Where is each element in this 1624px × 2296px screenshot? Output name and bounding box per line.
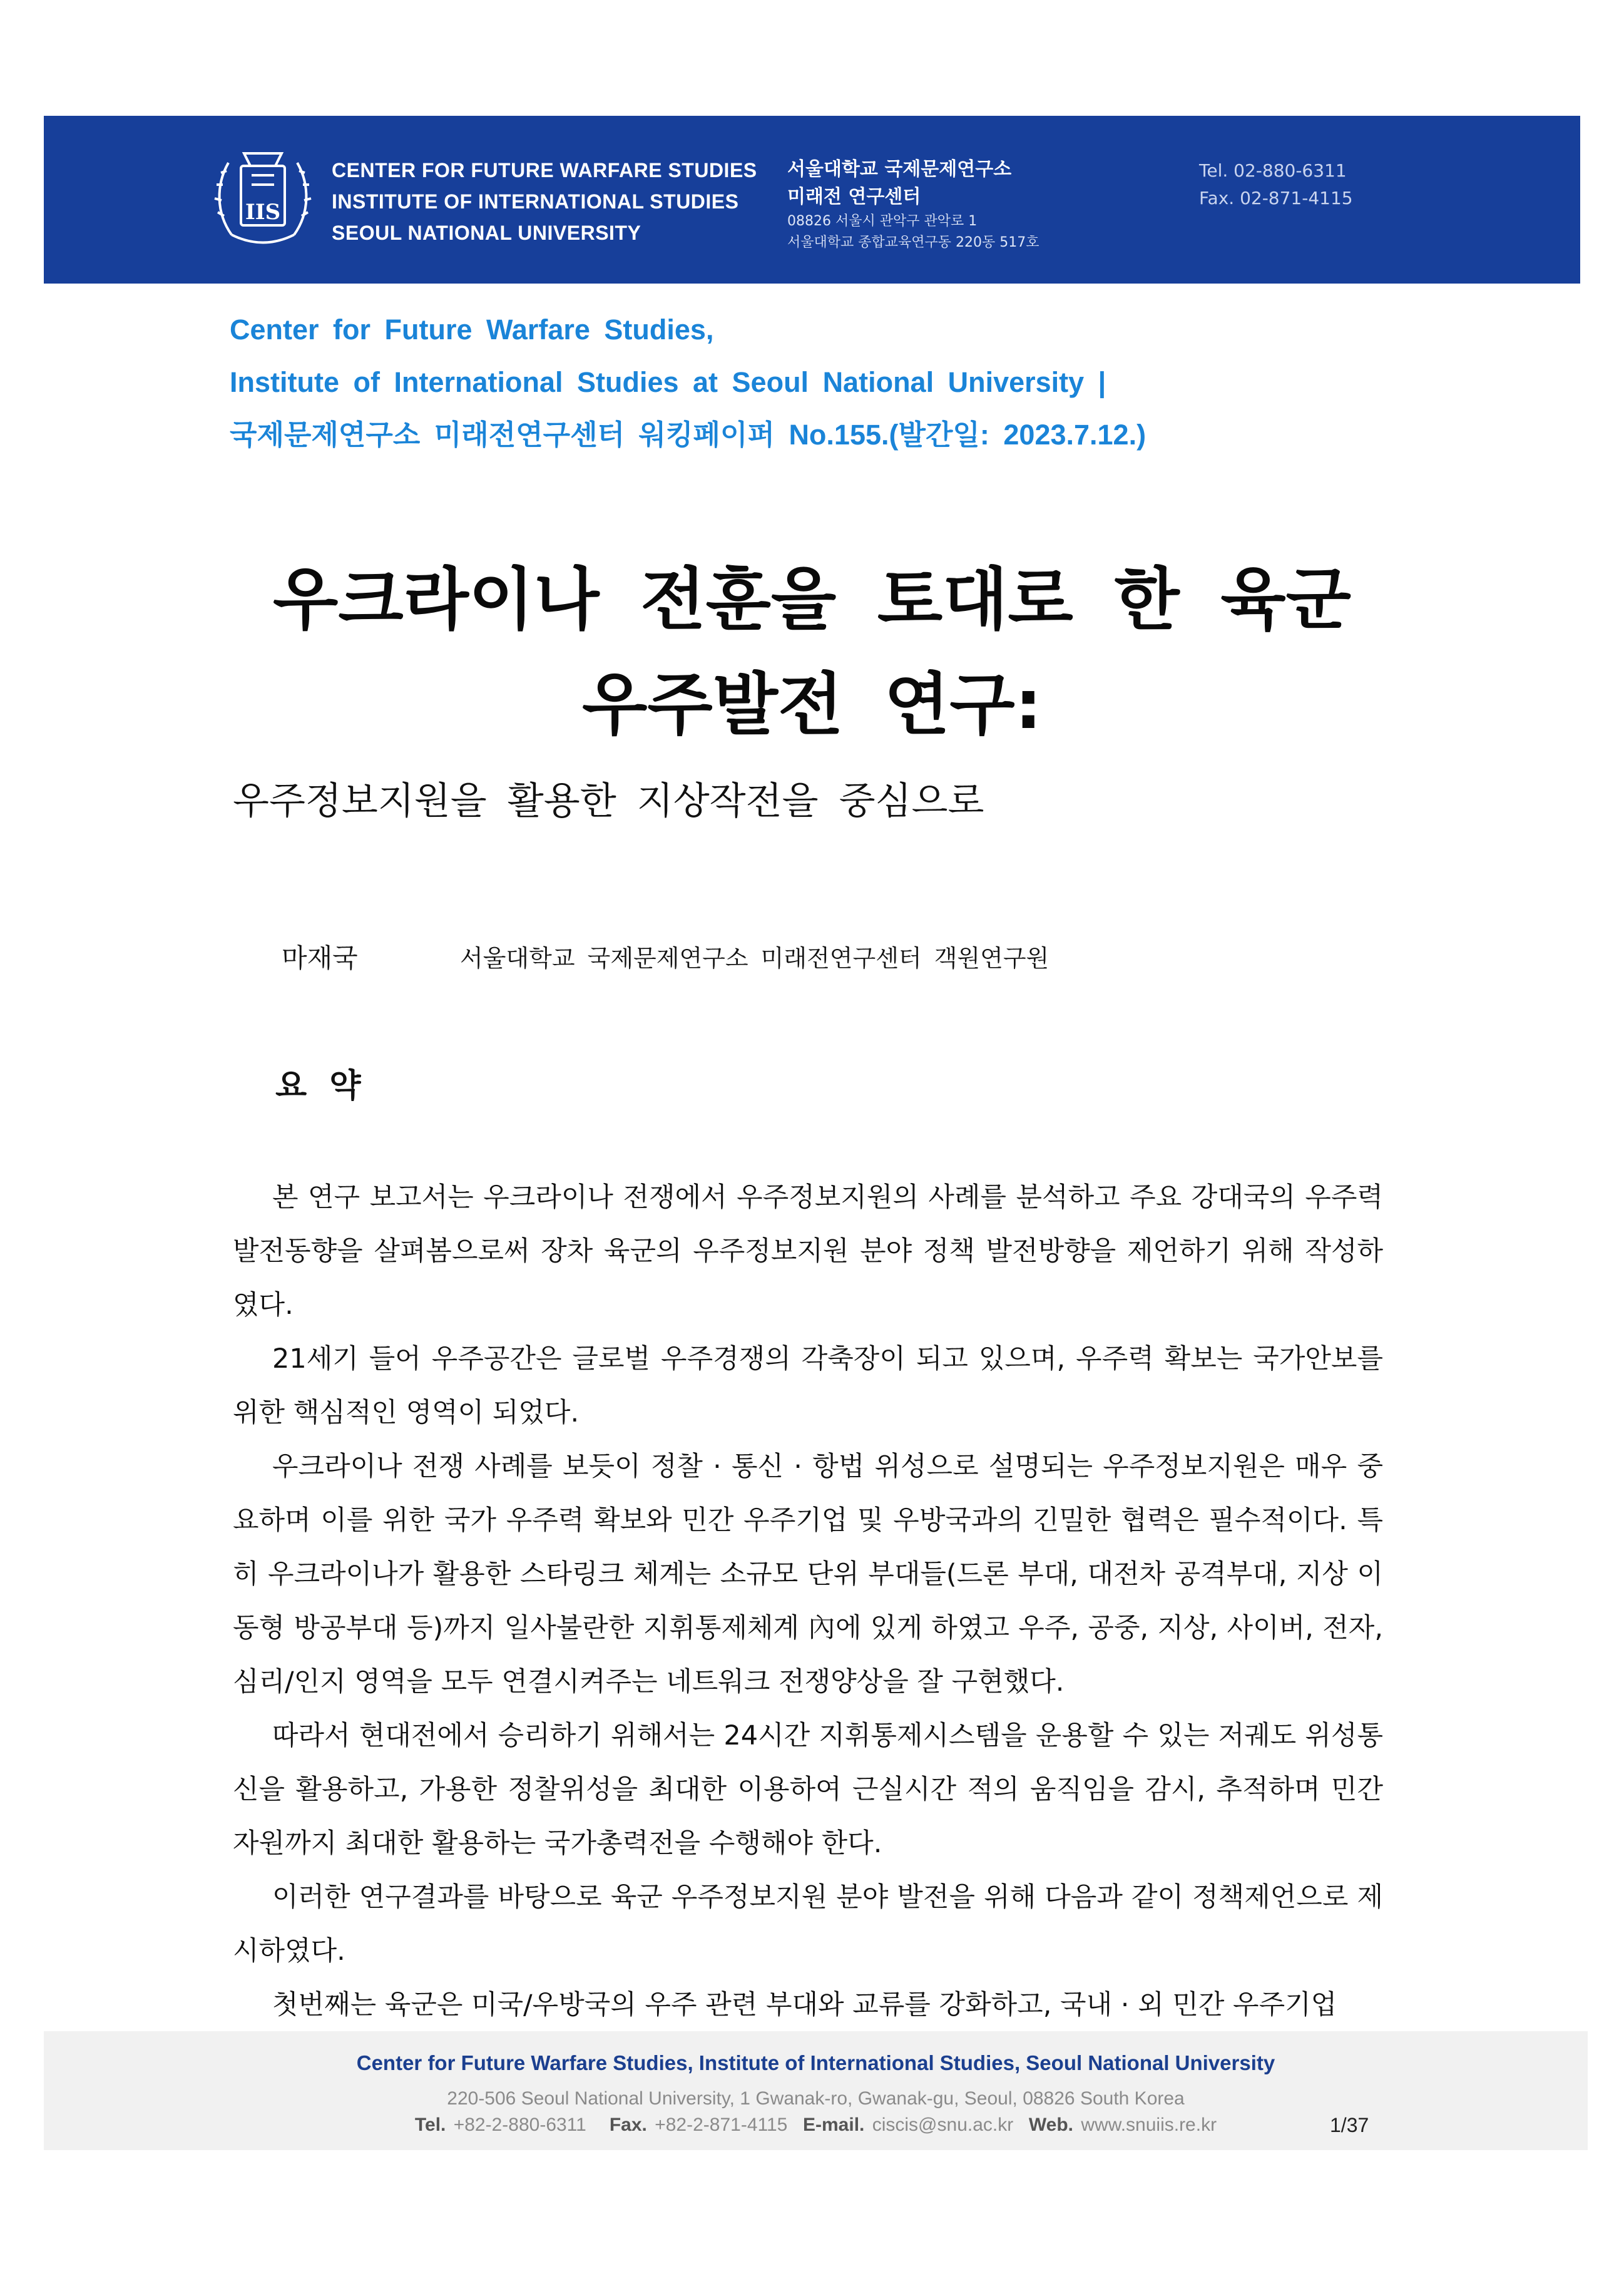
header-kr-address-2: 서울대학교 종합교육연구동 220동 517호 [787, 235, 1039, 250]
footer-tel-label: Tel. [414, 2114, 446, 2135]
header-kr-address-1: 08826 서울시 관악구 관악로 1 [787, 213, 978, 229]
page-number: 1/37 [1330, 2114, 1369, 2136]
header-contact [1199, 157, 1449, 212]
abstract-heading: 요 약 [275, 1067, 361, 1105]
paper-title [125, 548, 1499, 758]
publication-source [230, 304, 1419, 461]
university-emblem-icon [213, 141, 313, 254]
header-korean-block [787, 156, 1163, 254]
header-fax: Fax. 02-871-4115 [1199, 188, 1353, 208]
header-kr-org-1: 서울대학교 국제문제연구소 [787, 158, 1012, 180]
source-line-3: 국제문제연구소 미래전연구센터 워킹페이퍼 No.155.(발간일: 2023.7.12.) [230, 419, 1147, 451]
footer-web-link[interactable]: www.snuiis.re.kr [1081, 2114, 1217, 2135]
abstract-paragraph: 첫번째는 육군은 미국/우방국의 우주 관련 부대와 교류를 강화하고, 국내 · 외 민간 우주기업 [272, 1989, 1337, 2021]
page-footer [44, 2031, 1588, 2150]
author-name: 마재국 [282, 943, 358, 973]
abstract-paragraph: 이러한 연구결과를 바탕으로 육군 우주정보지원 분야 발전을 위해 다음과 같이 정책제언으로 제시하였다. [233, 1882, 1383, 1967]
footer-fax-label: Fax. [609, 2114, 647, 2135]
footer-email-label: E-mail. [803, 2114, 865, 2135]
header-english-name [332, 155, 807, 249]
abstract-body [233, 1171, 1383, 2032]
source-line-2: Institute of International Studies at Seoul National University | [230, 366, 1106, 398]
title-line-1: 우크라이나 전훈을 토대로 한 육군 [273, 561, 1351, 639]
header-kr-org-2: 미래전 연구센터 [787, 186, 921, 208]
footer-organization: Center for Future Warfare Studies, Institute of International Studies, Seoul National University [356, 2051, 1275, 2074]
footer-web-label: Web. [1028, 2114, 1074, 2135]
svg-text:IIS: IIS [245, 200, 281, 225]
abstract-paragraph: 우크라이나 전쟁 사례를 보듯이 정찰 · 통신 · 항법 위성으로 설명되는 우주정보지원은 매우 중요하며 이를 위한 국가 우주력 확보와 민간 우주기업 및 우방국과의 긴밀한 협력은 필수적이다. 특히 우크라이나가 활용한 스타링크 체계는 소규모 단위 부대들(드론 부대, 대전차 공격부대, 지상 이동형 방공부대 등)까지 일사불란한 지휘통제체계 內에 있게 하였고 우주, 공중, 지상, 사이버, 전자, 심리/인지 영역을 모두 연결시켜주는 네트워크 전쟁양상을 잘 구현했다. [233, 1451, 1383, 1698]
author-affiliation: 서울대학교 국제문제연구소 미래전연구센터 객원연구원 [460, 945, 1049, 972]
header-en-line-1: CENTER FOR FUTURE WARFARE STUDIES [332, 159, 757, 182]
title-line-2: 우주발전 연구: [582, 666, 1042, 744]
abstract-paragraph: 따라서 현대전에서 승리하기 위해서는 24시간 지휘통제시스템을 운용할 수 있는 저궤도 위성통신을 활용하고, 가용한 정찰위성을 최대한 이용하여 근실시간 적의 움직임을 감시, 추적하며 민간 자원까지 최대한 활용하는 국가총력전을 수행해야 한다. [233, 1720, 1383, 1859]
footer-address: 220-506 Seoul National University, 1 Gwanak-ro, Gwanak-gu, Seoul, 08826 South Korea [447, 2088, 1185, 2109]
header-en-line-3: SEOUL NATIONAL UNIVERSITY [332, 222, 641, 244]
header-banner [44, 116, 1580, 284]
header-tel: Tel. 02-880-6311 [1199, 160, 1347, 181]
footer-email-link[interactable]: ciscis@snu.ac.kr [872, 2114, 1014, 2135]
abstract-paragraph: 본 연구 보고서는 우크라이나 전쟁에서 우주정보지원의 사례를 분석하고 주요 강대국의 우주력 발전동향을 살펴봄으로써 장차 육군의 우주정보지원 분야 정책 발전방향을 제언하기 위해 작성하였다. [233, 1182, 1383, 1321]
source-line-1: Center for Future Warfare Studies, [230, 314, 714, 346]
author-line [282, 936, 1408, 980]
abstract-paragraph: 21세기 들어 우주공간은 글로벌 우주경쟁의 각축장이 되고 있으며, 우주력 확보는 국가안보를 위한 핵심적인 영역이 되었다. [233, 1343, 1383, 1428]
header-en-line-2: INSTITUTE OF INTERNATIONAL STUDIES [332, 190, 739, 213]
paper-subtitle: 우주정보지원을 활용한 지상작전을 중심으로 [233, 779, 984, 823]
footer-fax: +82-2-871-4115 [655, 2114, 788, 2135]
footer-tel: +82-2-880-6311 [453, 2114, 586, 2135]
